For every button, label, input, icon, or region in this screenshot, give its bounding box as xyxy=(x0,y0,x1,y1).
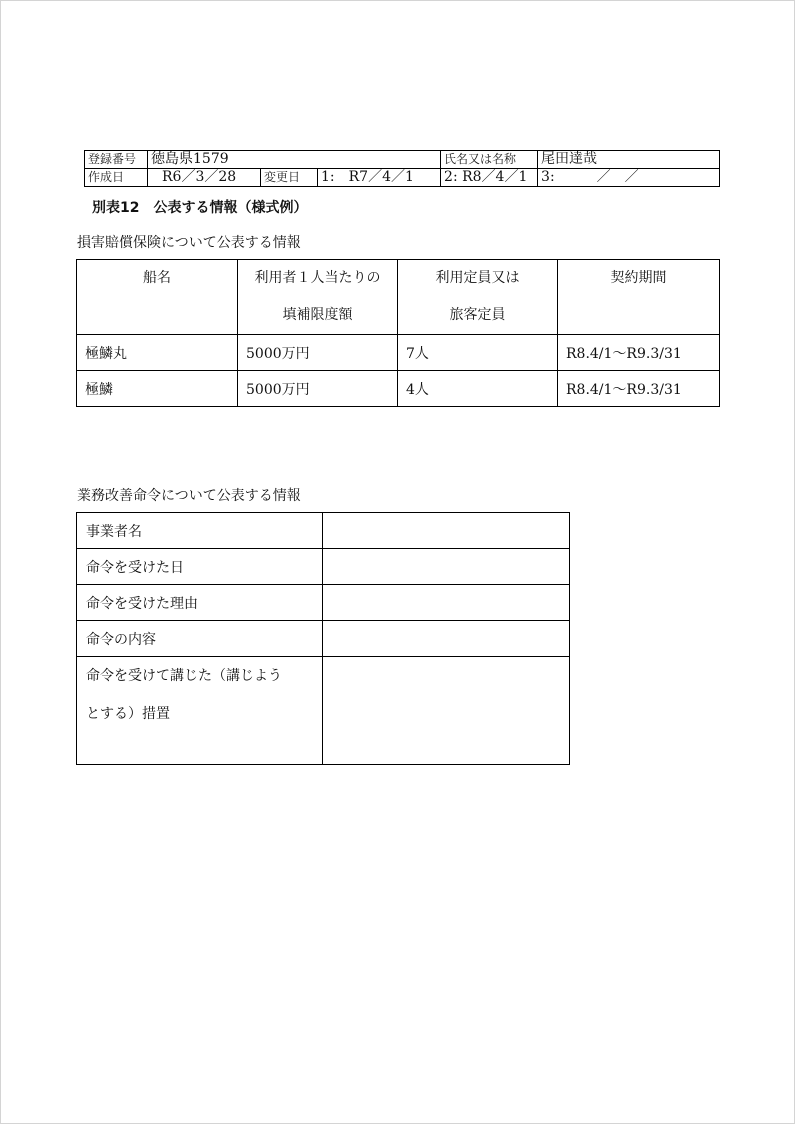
header-contract-period: 契約期間 xyxy=(558,260,720,335)
registration-row-1 xyxy=(85,151,720,169)
order-content-label: 命令の内容 xyxy=(77,621,323,657)
insurance-header-row xyxy=(77,260,720,335)
contract-period-cell: R8.4/1～R9.3/31 xyxy=(558,371,720,407)
ship-name-cell: 極鱗丸 xyxy=(77,335,238,371)
header-capacity: 利用定員又は 旅客定員 xyxy=(398,260,558,335)
header-coverage-limit: 利用者１人当たりの 填補限度額 xyxy=(238,260,398,335)
created-date-label: 作成日 xyxy=(85,169,148,187)
header-ship-name: 船名 xyxy=(77,260,238,335)
order-content-value xyxy=(323,621,570,657)
order-date-label: 命令を受けた日 xyxy=(77,549,323,585)
operator-name-label: 事業者名 xyxy=(77,513,323,549)
coverage-limit-cell: 5000万円 xyxy=(238,335,398,371)
name-value: 尾田達哉 xyxy=(538,151,720,169)
table-row xyxy=(77,657,570,765)
order-reason-value xyxy=(323,585,570,621)
section-heading: 別表12 公表する情報（様式例） xyxy=(92,200,308,216)
registration-table xyxy=(84,150,720,187)
table-row xyxy=(77,513,570,549)
order-date-value xyxy=(323,549,570,585)
created-date-value: R6／3／28 xyxy=(148,169,261,187)
reg-no-label: 登録番号 xyxy=(85,151,148,169)
measures-label: 命令を受けて講じた（講じよう とする）措置 xyxy=(77,657,323,765)
insurance-caption: 損害賠償保険について公表する情報 xyxy=(77,235,301,251)
change-date-3: 3: ／ ／ xyxy=(538,169,720,187)
capacity-cell: 4人 xyxy=(398,371,558,407)
table-row xyxy=(77,335,720,371)
change-date-1: 1: R7／4／1 xyxy=(318,169,441,187)
coverage-limit-cell: 5000万円 xyxy=(238,371,398,407)
business-order-table xyxy=(76,512,570,765)
table-row xyxy=(77,621,570,657)
table-row xyxy=(77,585,570,621)
contract-period-cell: R8.4/1～R9.3/31 xyxy=(558,335,720,371)
changed-date-label: 変更日 xyxy=(261,169,318,187)
capacity-cell: 7人 xyxy=(398,335,558,371)
operator-name-value xyxy=(323,513,570,549)
insurance-table xyxy=(76,259,720,407)
table-row xyxy=(77,371,720,407)
business-caption: 業務改善命令について公表する情報 xyxy=(77,488,301,504)
order-reason-label: 命令を受けた理由 xyxy=(77,585,323,621)
ship-name-cell: 極鱗 xyxy=(77,371,238,407)
reg-no-value: 徳島県1579 xyxy=(148,151,441,169)
change-date-2: 2: R8／4／1 xyxy=(441,169,538,187)
table-row xyxy=(77,549,570,585)
name-label: 氏名又は名称 xyxy=(441,151,538,169)
measures-value xyxy=(323,657,570,765)
registration-row-2 xyxy=(85,169,720,187)
